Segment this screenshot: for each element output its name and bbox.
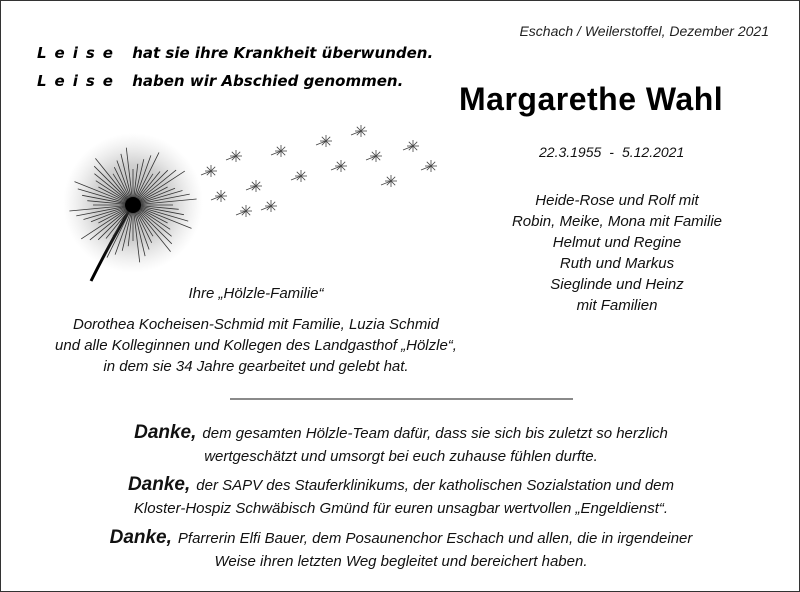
thanks-text: Pfarrerin Elfi Bauer, dem Posaunenchor Eschach und allen, die in irgendeiner [177,530,693,547]
dandelion-icon [41,111,461,301]
family-line: Heide-Rose und Rolf mit [535,192,699,209]
seed-icon [403,140,419,152]
family-line: mit Familien [576,297,658,314]
family-line: Helmut und Regine [552,234,682,251]
seed-icon [271,145,287,157]
family-list [481,190,753,316]
poem-keyword: Leise [37,44,121,62]
family-line: Robin, Meike, Mona mit Familie [511,213,723,230]
poem-line-2 [37,67,433,95]
poem-text: hat sie ihre Krankheit überwunden. [132,44,434,62]
deceased-name: Margarethe Wahl [459,81,724,117]
family-line: Sieglinde und Heinz [550,276,684,293]
seed-icon [291,170,307,182]
thanks-text: der SAPV des Stauferklinikums, der katholischen Sozialstation und dem [196,477,675,494]
thanks-keyword: Danke, [109,527,172,548]
death-date: 5.12.2021 [621,144,685,160]
seed-icon [201,165,217,177]
seed-icon [211,190,227,202]
thanks-block-1 [1,421,800,468]
seed-icon [381,175,397,187]
thanks-block-3 [1,526,800,573]
colleagues-text [21,314,491,377]
divider [230,398,573,400]
seed-icon [366,150,382,162]
thanks-text: Kloster-Hospiz Schwäbisch Gmünd für euren unsagbar wertvollen „Engeldienst“. [133,500,669,517]
seed-icon [351,125,367,137]
thanks-block-2 [1,473,800,520]
seed-icon [246,180,262,192]
thanks-text: Weise ihren letzten Weg begleitet und bereichert haben. [214,553,588,570]
thanks-keyword: Danke, [134,422,197,443]
seed-icon [316,135,332,147]
seed-icon [236,205,252,217]
seed-icon [261,200,277,212]
colleagues-line: in dem sie 34 Jahre gearbeitet und gelebt hat. [103,358,409,375]
place-date: Eschach / Weilerstoffel, Dezember 2021 [519,23,769,39]
poem-text: haben wir Abschied genommen. [132,72,404,90]
seed-icon [331,160,347,172]
birth-date: 22.3.1955 [539,144,602,160]
thanks-keyword: Danke, [127,474,191,495]
seed-icon [226,150,242,162]
colleagues-line: Dorothea Kocheisen-Schmid mit Familie, Luzia Schmid [73,316,439,333]
colleagues-line: und alle Kolleginnen und Kollegen des Landgasthof „Hölzle“, [55,337,457,354]
thanks-text: wertgeschätzt und umsorgt bei euch zuhause fühlen durfte. [204,448,598,465]
date-separator: - [609,144,614,160]
life-dates [539,144,684,160]
colleagues-title: Ihre „Hölzle-Familie“ [188,285,324,302]
poem [37,39,433,95]
poem-keyword: Leise [37,72,121,90]
family-line: Ruth und Markus [559,255,675,272]
poem-line-1 [37,39,433,67]
seed-icon [421,160,437,172]
thanks-text: dem gesamten Hölzle-Team dafür, dass sie sich bis zuletzt so herzlich [202,425,668,442]
